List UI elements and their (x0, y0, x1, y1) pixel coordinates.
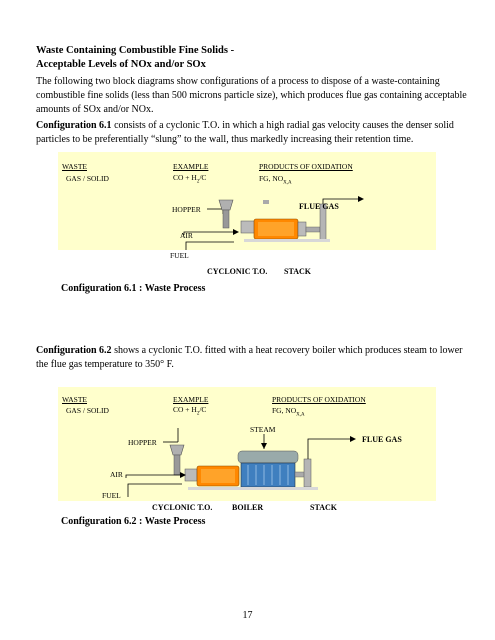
example-label: EXAMPLE (173, 395, 209, 404)
flue-gas-label: FLUE GAS (362, 435, 402, 444)
diagram-1-drawing (58, 152, 436, 250)
heading-line-2: Acceptable Levels of NOx and/or SOx (36, 59, 206, 70)
hopper-label: HOPPER (128, 438, 157, 447)
flue-gas-label: FLUE GAS (299, 202, 339, 211)
steam-label: STEAM (250, 425, 276, 434)
config-6-1-label: Configuration 6.1 (36, 120, 112, 131)
caption-config-6-2: Configuration 6.2 : Waste Process (61, 516, 206, 527)
products-sub-label: FG, $NO_{X,A}$ (272, 406, 305, 418)
diagram-1-air-label: AIR (180, 231, 193, 240)
diagram-2-stack-label: STACK (310, 503, 337, 512)
config-6-2-label: Configuration 6.2 (36, 345, 112, 356)
diagram-2-cyclonic-label: CYCLONIC T.O. (152, 503, 213, 512)
diagram-2-fuel-label: FUEL (102, 491, 121, 500)
config-6-2-body: shows a cyclonic T.O. fitted with a heat recovery boiler which produces steam to lower the flue gas temperature to 350° F. (36, 345, 463, 370)
example-label: EXAMPLE (173, 162, 209, 171)
diagram-config-6-1 (58, 152, 436, 250)
products-label: PRODUCTS OF OXIDATION (259, 162, 353, 171)
config-6-1-body: consists of a cyclonic T.O. in which a high radial gas velocity causes the denser solid particles to be preferentially “slung” to the wall, thus markedly increasing their retention time. (36, 120, 454, 145)
caption-config-6-1: Configuration 6.1 : Waste Process (61, 283, 206, 294)
diagram-1-fuel-label: FUEL (170, 251, 189, 260)
hopper-label: HOPPER (172, 205, 201, 214)
waste-label: WASTE (62, 162, 87, 171)
example-sub-label: CO + $H_2/C$ (173, 173, 207, 185)
diagram-1-cyclonic-label: CYCLONIC T.O. (207, 267, 268, 276)
example-sub-label: CO + $H_2/C$ (173, 405, 207, 417)
config-6-2-paragraph (36, 344, 468, 372)
diagram-2-drawing (58, 387, 436, 501)
waste-sub-label: GAS / SOLID (66, 174, 109, 183)
diagram-2-air-label: AIR (110, 470, 123, 479)
diagram-config-6-2 (58, 387, 436, 501)
config-6-1-paragraph (36, 119, 468, 147)
intro-paragraph: The following two block diagrams show configurations of a process to dispose of a waste-containing combustible fine solids (less than 500 microns particle size), which produces flue gas containing acceptable amounts of SOx and/or NOx. (36, 76, 467, 115)
section-heading (36, 44, 466, 72)
diagram-2-boiler-label: BOILER (232, 503, 264, 512)
heading-line-1: Waste Containing Combustible Fine Solids - (36, 45, 235, 56)
diagram-1-stack-label: STACK (284, 267, 311, 276)
products-sub-label: FG, $NO_{X,A}$ (259, 174, 292, 186)
waste-sub-label: GAS / SOLID (66, 406, 109, 415)
waste-label: WASTE (62, 395, 87, 404)
page-number: 17 (242, 610, 253, 621)
products-label: PRODUCTS OF OXIDATION (272, 395, 366, 404)
